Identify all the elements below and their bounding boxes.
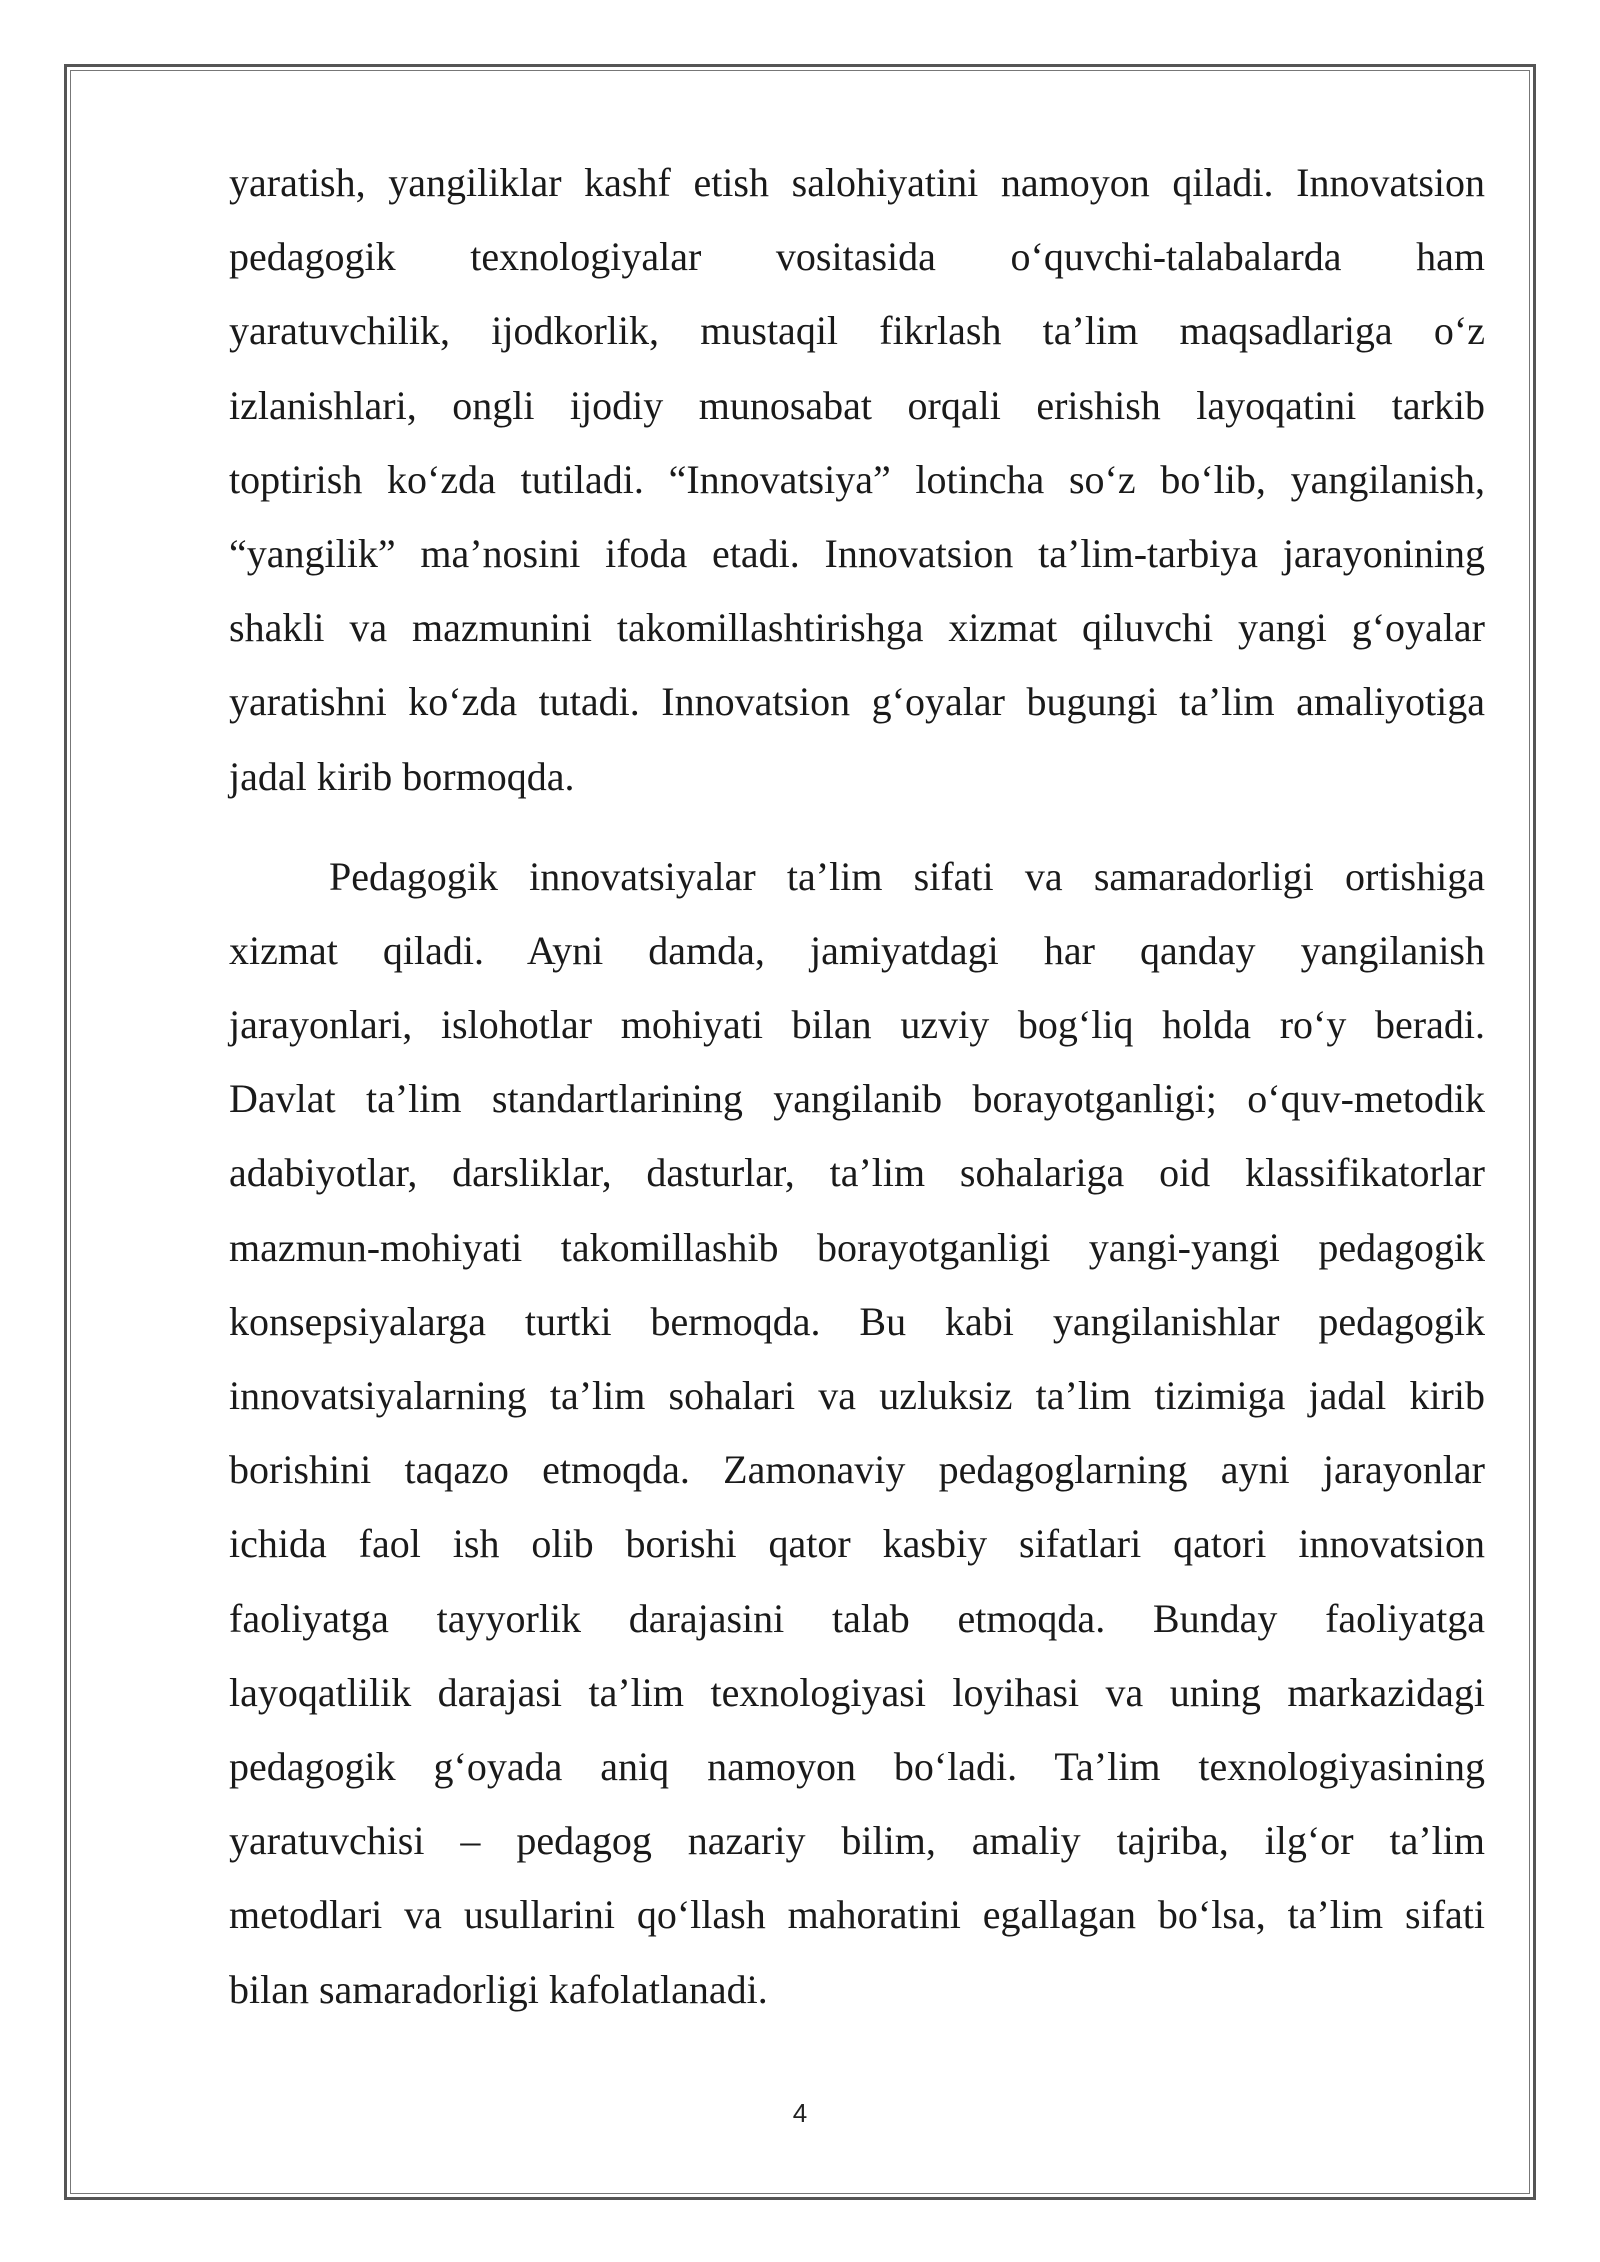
text-line: shakli va mazmunini takomillashtirishga xizmat qiluvchi yangi g‘oyalar [229,605,1485,651]
text-line: yaratuvchisi – pedagog nazariy bilim, amaliy tajriba, ilg‘or ta’lim [229,1818,1485,1864]
text-line: borishini taqazo etmoqda. Zamonaviy pedagoglarning ayni jarayonlar [229,1447,1485,1493]
text-line: bilan samaradorligi kafolatlanadi. [229,1966,768,2012]
text-line: adabiyotlar, darsliklar, dasturlar, ta’lim sohalariga oid klassifikatorlar [229,1150,1485,1196]
paragraph-spacing [229,814,1485,840]
text-line: mazmun-mohiyati takomillashib borayotganligi yangi-yangi pedagogik [229,1224,1485,1270]
text-line: Davlat ta’lim standartlarining yangilanib borayotganligi; o‘quv-metodik [229,1076,1485,1122]
text-line: ichida faol ish olib borishi qator kasbiy sifatlari qatori innovatsion [229,1521,1485,1567]
document-body [229,146,1485,2027]
page-number: 4 [792,2098,808,2128]
text-line: pedagogik g‘oyada aniq namoyon bo‘ladi. Ta’lim texnologiyasining [229,1743,1485,1789]
text-line: yaratuvchilik, ijodkorlik, mustaqil fikrlash ta’lim maqsadlariga o‘z [229,308,1485,354]
paragraph [229,840,1485,2027]
text-line: xizmat qiladi. Ayni damda, jamiyatdagi har qanday yangilanish [229,927,1485,973]
text-line: Pedagogik innovatsiyalar ta’lim sifati va samaradorligi ortishiga [329,853,1485,899]
text-line: faoliyatga tayyorlik darajasini talab etmoqda. Bunday faoliyatga [229,1595,1485,1641]
text-line: “yangilik” ma’nosini ifoda etadi. Innovatsion ta’lim-tarbiya jarayonining [229,530,1485,576]
text-line: konsepsiyalarga turtki bermoqda. Bu kabi yangilanishlar pedagogik [229,1298,1485,1344]
text-line: jarayonlari, islohotlar mohiyati bilan uzviy bog‘liq holda ro‘y beradi. [229,1002,1485,1048]
text-line: yaratish, yangiliklar kashf etish salohiyatini namoyon qiladi. Innovatsion [229,160,1485,205]
text-line: metodlari va usullarini qo‘llash mahoratini egallagan bo‘lsa, ta’lim sifati [229,1892,1485,1938]
text-line: innovatsiyalarning ta’lim sohalari va uzluksiz ta’lim tizimiga jadal kirib [229,1373,1485,1418]
text-line: izlanishlari, ongli ijodiy munosabat orqali erishish layoqatini tarkib [229,382,1485,428]
text-line: layoqatlilik darajasi ta’lim texnologiyasi loyihasi va uning markazidagi [229,1669,1485,1715]
paragraph [229,146,1485,814]
text-line: pedagogik texnologiyalar vositasida o‘quvchi-talabalarda ham [229,234,1485,280]
text-line: toptirish ko‘zda tutiladi. “Innovatsiya” lotincha so‘z bo‘lib, yangilanish, [229,456,1485,502]
text-line: jadal kirib bormoqda. [229,753,575,799]
text-line: yaratishni ko‘zda tutadi. Innovatsion g‘oyalar bugungi ta’lim amaliyotiga [229,679,1485,725]
